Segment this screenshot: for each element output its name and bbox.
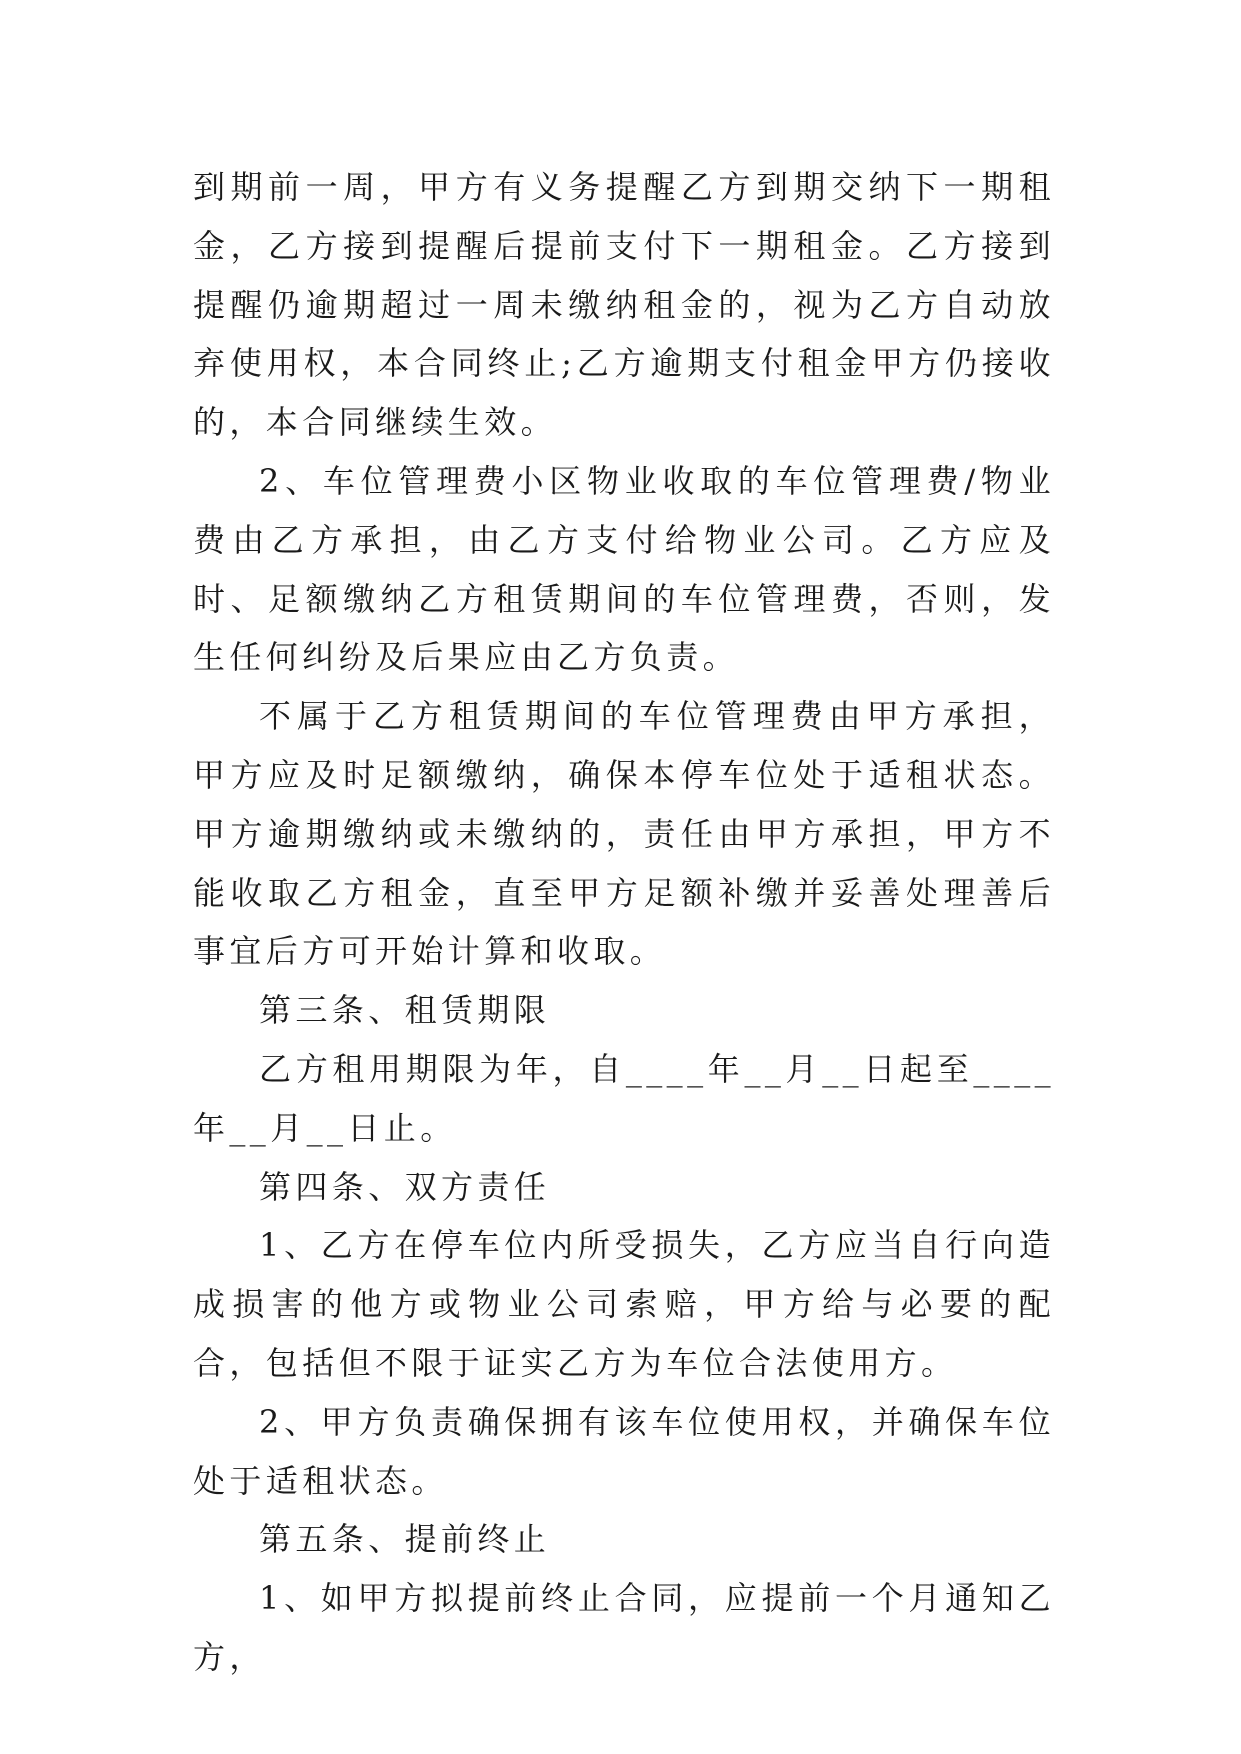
paragraph-lease-term: 乙方租用期限为年，自____年__月__日起至____年__月__日止。: [193, 1049, 1055, 1147]
paragraph-tenant-losses: 1、乙方在停车位内所受损失，乙方应当自行向造成损害的他方或物业公司索赔，甲方给与必要的配合，包括但不限于证实乙方为车位合法使用方。: [193, 1226, 1055, 1382]
heading-article-5: 第五条、提前终止: [259, 1520, 551, 1559]
heading-article-4: 第四条、双方责任: [259, 1167, 551, 1206]
paragraph-management-fee: 2、车位管理费小区物业收取的车位管理费/物业费由乙方承担，由乙方支付给物业公司。乙方应及时、足额缴纳乙方租赁期间的车位管理费，否则，发生任何纠纷及后果应由乙方负责。: [193, 461, 1055, 677]
paragraph-landlord-rights: 2、甲方负责确保拥有该车位使用权，并确保车位处于适租状态。: [193, 1402, 1055, 1500]
paragraph-early-termination: 1、如甲方拟提前终止合同，应提前一个月通知乙方，: [193, 1579, 1055, 1676]
document-body: [193, 158, 1055, 1687]
heading-article-3: 第三条、租赁期限: [259, 991, 551, 1030]
paragraph-landlord-fee: 不属于乙方租赁期间的车位管理费由甲方承担，甲方应及时足额缴纳，确保本停车位处于适租状态。甲方逾期缴纳或未缴纳的，责任由甲方承担，甲方不能收取乙方租金，直至甲方足额补缴并妥善处理善后事宜后方可开始计算和收取。: [193, 697, 1055, 971]
paragraph-rent-reminder: 到期前一周，甲方有义务提醒乙方到期交纳下一期租金，乙方接到提醒后提前支付下一期租金。乙方接到提醒仍逾期超过一周未缴纳租金的，视为乙方自动放弃使用权，本合同终止;乙方逾期支付租金甲方仍接收的，本合同继续生效。: [193, 168, 1055, 442]
